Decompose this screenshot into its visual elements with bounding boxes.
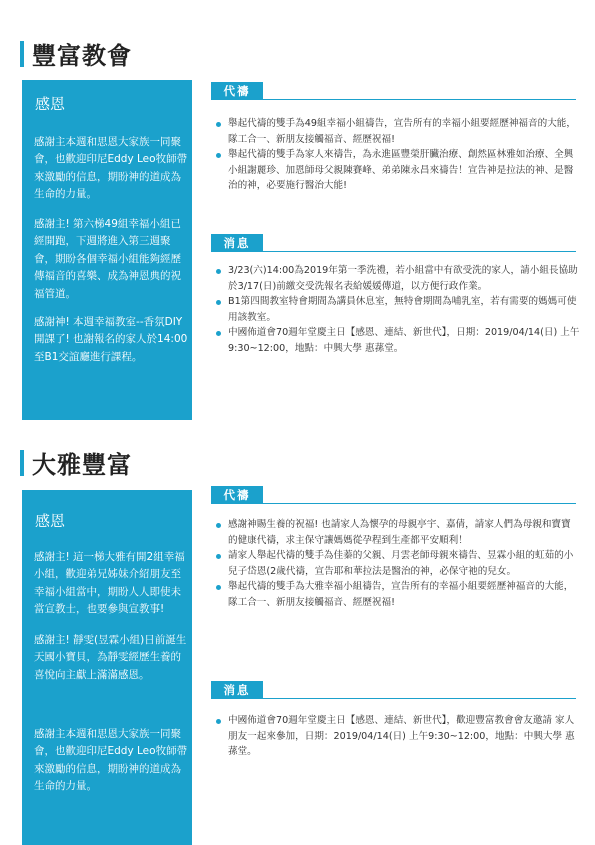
- section1-news-rule: [263, 251, 576, 252]
- bullet-icon: [216, 153, 221, 158]
- section2-prayer-list: [210, 517, 580, 611]
- section1-news-list: [210, 263, 580, 357]
- section2-news-tag: 消息: [211, 681, 263, 699]
- section1-prayer-rule: [263, 99, 576, 100]
- heading-accent-bar: [20, 41, 24, 67]
- bullet-icon: [216, 331, 221, 336]
- bullet-icon: [216, 585, 221, 590]
- bullet-icon: [216, 523, 221, 528]
- section2-news-rule: [263, 698, 576, 699]
- section2-title: 大雅豐富: [32, 451, 132, 479]
- bullet-icon: [216, 122, 221, 127]
- section2-news-list: [210, 713, 580, 760]
- bullet-icon: [216, 300, 221, 305]
- section1-news-tag: 消息: [211, 234, 263, 252]
- section1-thanks-panel: [22, 80, 192, 420]
- list-item: 舉起代禱的雙手為大雅幸福小組禱告，宣告所有的幸福小組要經歷神福音的大能，隊工合一、新朋友接觸福音、經歷祝福!: [210, 579, 580, 610]
- section2-heading: [20, 445, 132, 480]
- list-item: 中國佈道會70週年堂慶主日【感恩、連結、新世代】，歡迎豐富教會會友邀請 家人朋友一起來參加，日期：2019/04/14(日) 上午9:30~12:00，地點：中興大學 惠蓀堂。: [210, 713, 580, 760]
- list-item: 感謝神賜生養的祝福! 也請家人為懷孕的母親亭宇、嘉倩，請家人們為母親和寶寶的健康代禱，求主保守讓媽媽從孕程到生產都平安順利！: [210, 517, 580, 548]
- list-item: B1第四間教室特會期間為講員休息室，無特會期間為哺乳室，若有需要的媽媽可使用該教室。: [210, 294, 580, 325]
- section1-thanks-title: 感恩: [35, 95, 66, 113]
- section1-prayer-tag: 代禱: [211, 82, 263, 100]
- bullet-icon: [216, 554, 221, 559]
- section2-prayer-tag: 代禱: [211, 486, 263, 504]
- section1-heading: [20, 36, 132, 71]
- list-item: 請家人舉起代禱的雙手為佳蓁的父親、月雲老師母親來禱告、昱霖小組的虹茹的小兒子岱恩(2歲代禱，宣告耶和華拉法是醫治的神，必保守祂的兒女。: [210, 548, 580, 579]
- section2-thanks-paragraph: 感謝主! 靜雯(昱霖小組)日前誕生天國小寶貝，為靜雯經歷生養的喜悅向主獻上滿滿感恩。: [34, 634, 187, 681]
- list-item: 中國佈道會70週年堂慶主日【感恩、連結、新世代】，日期：2019/04/14(日) 上午9:30~12:00，地點：中興大學 惠蓀堂。: [210, 325, 580, 356]
- list-item: 舉起代禱的雙手為家人來禱告，為永進區豐榮肝臟治療、創然區林雅如治療、全興小組謝麗珍、加恩師母父親陳賽峰、弟弟陳永昌來禱告！宣告神是拉法的神、是醫治的神，必要施行醫治大能!: [210, 147, 580, 194]
- bullet-icon: [216, 719, 221, 724]
- list-item: 3/23(六)14:00為2019年第一季洗禮，若小組當中有欲受洗的家人，請小組長協助於3/17(日)前繳交受洗報名表給媛媛傳道，以方便行政作業。: [210, 263, 580, 294]
- section2-thanks-paragraph: 感謝主本週和思恩大家族一同聚會，也歡迎印尼Eddy Leo牧師帶來激勵的信息，期盼神的道成為生命的力量。: [34, 728, 188, 793]
- section1-prayer-list: [210, 116, 580, 194]
- section2-prayer-rule: [263, 503, 576, 504]
- section1-thanks-paragraph: 感謝主! 第六梯49組幸福小組已經開跑，下週將進入第三週聚會，期盼各個幸福小組能夠經歷傳福音的喜樂、成為神恩典的祝福管道。: [34, 218, 181, 300]
- section1-thanks-paragraph: 感謝神! 本週幸福教室--香氛DIY開課了! 也謝報名的家人於14:00至B1交誼廳進行課程。: [34, 316, 188, 363]
- bullet-icon: [216, 269, 221, 274]
- section2-thanks-title: 感恩: [35, 512, 66, 530]
- section2-thanks-panel: [22, 490, 192, 845]
- section2-thanks-paragraph: 感謝主! 這一梯大雅有開2組幸福小組，歡迎弟兄姊妹介紹朋友至幸福小組當中，期盼人人即使未當宣教士，也要參與宣教事!: [34, 551, 185, 616]
- section1-thanks-paragraph: 感謝主本週和思恩大家族一同聚會，也歡迎印尼Eddy Leo牧師帶來激勵的信息，期盼神的道成為生命的力量。: [34, 136, 188, 201]
- section1-title: 豐富教會: [32, 42, 132, 70]
- heading-accent-bar: [20, 450, 24, 476]
- list-item: 舉起代禱的雙手為49組幸福小組禱告，宣告所有的幸福小組要經歷神福音的大能，隊工合一、新朋友接觸福音、經歷祝福!: [210, 116, 580, 147]
